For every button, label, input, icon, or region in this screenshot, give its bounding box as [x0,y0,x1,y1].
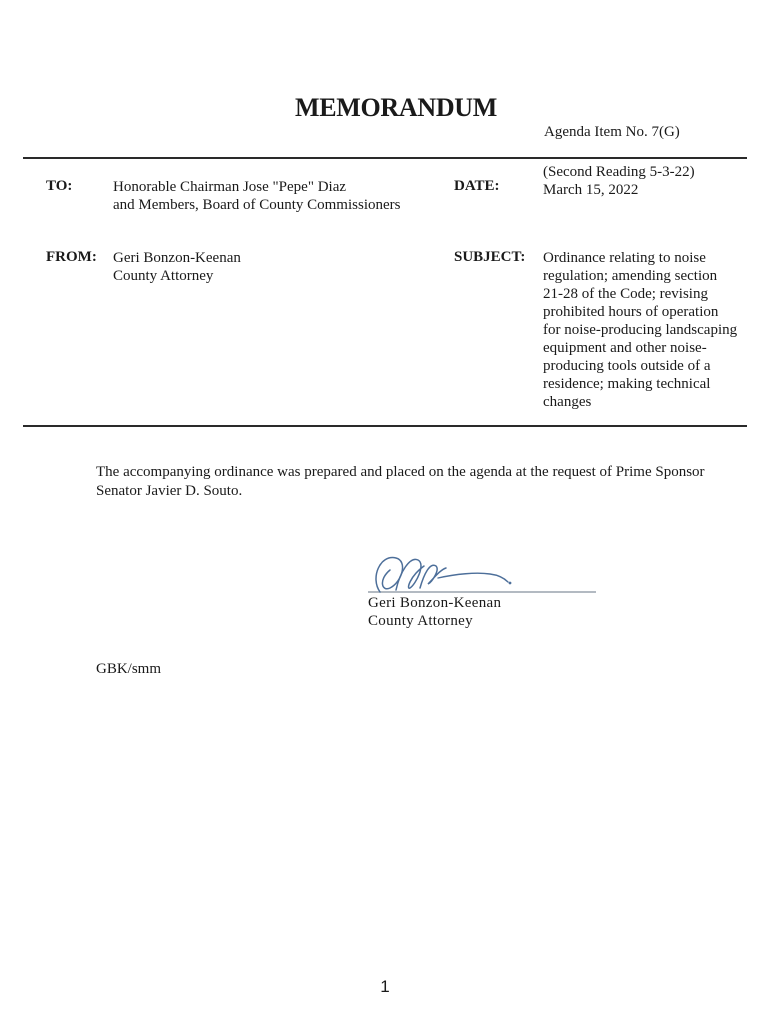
date-value [543,163,743,199]
from-line: County Attorney [113,268,214,284]
signature-stroke [396,559,424,590]
date-label: DATE: [454,178,500,194]
to-line: and Members, Board of County Commissioners [113,197,401,213]
subject-line: residence; making technical [543,376,711,392]
signature-stroke [376,558,403,592]
to-label: TO: [46,178,73,194]
bottom-divider [23,425,747,427]
signatory-name: Geri Bonzon-Keenan [368,595,502,611]
signature-block [368,594,501,630]
agenda-item-number: Agenda Item No. 7(G) [544,124,680,140]
top-divider [23,157,747,159]
subject-line: prohibited hours of operation [543,304,719,320]
subject-line: changes [543,394,592,410]
signatory-title: County Attorney [368,613,473,629]
reference-initials: GBK/smm [96,661,162,677]
memo-date: March 15, 2022 [543,182,639,198]
from-sender [113,249,413,285]
subject-line: 21-28 of the Code; revising [543,286,708,302]
signature-dot [509,582,512,585]
page-number: 1 [380,977,390,996]
to-recipient [113,178,443,214]
signature-image [366,548,598,598]
subject-text [543,249,748,411]
from-label: FROM: [46,249,97,265]
to-line: Honorable Chairman Jose "Pepe" Diaz [113,179,347,195]
subject-line: Ordinance relating to noise [543,250,706,266]
body-line: The accompanying ordinance was prepared and placed on the agenda at the request of Prime Sponsor [96,464,705,480]
memo-title: MEMORANDUM [294,93,498,122]
subject-line: equipment and other noise- [543,340,707,356]
subject-label: SUBJECT: [454,249,526,265]
second-reading-note: (Second Reading 5-3-22) [543,164,695,180]
from-line: Geri Bonzon-Keenan [113,250,241,266]
subject-line: for noise-producing landscaping [543,322,738,338]
memo-body [96,463,736,501]
body-line: Senator Javier D. Souto. [96,483,243,499]
subject-line: regulation; amending section [543,268,718,284]
signature-stroke [438,573,508,582]
subject-line: producing tools outside of a [543,358,711,374]
